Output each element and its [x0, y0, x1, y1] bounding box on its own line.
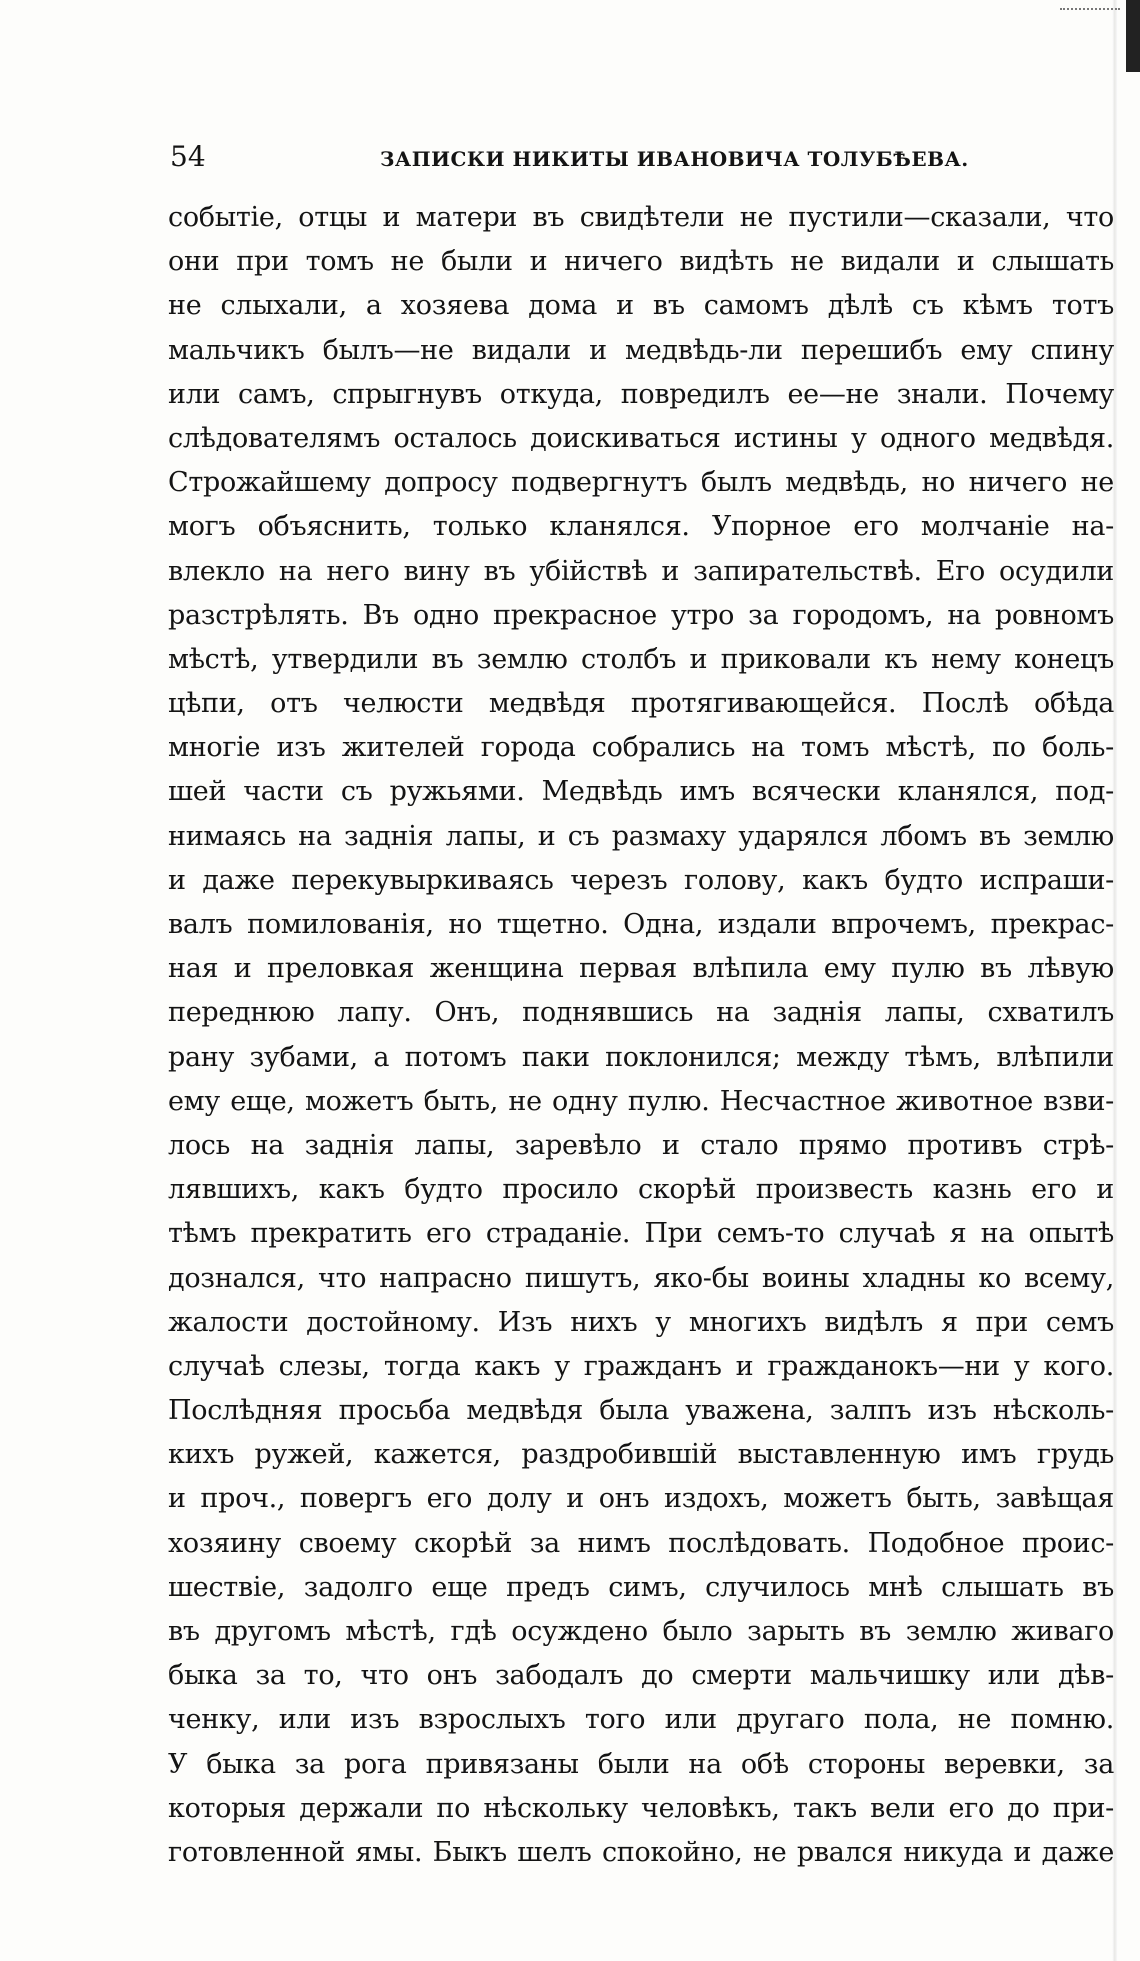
page-header [170, 140, 1100, 180]
text-line: шей части съ ружьями. Медвѣдь имъ всячески кланялся, под- [168, 776, 1114, 808]
text-line: слѣдователямъ осталось доискиваться истины у одного медвѣдя. [168, 422, 1114, 454]
text-line: не слыхали, а хозяева дома и въ самомъ дѣлѣ съ кѣмъ тотъ [168, 290, 1114, 322]
text-line: хозяину своему скорѣй за нимъ послѣдовать. Подобное проис- [168, 1527, 1114, 1559]
text-line: тѣмъ прекратить его страданіе. При семъ-то случаѣ я на опытѣ [168, 1218, 1114, 1250]
text-line: быка за то, что онъ забодалъ до смерти мальчишку или дѣв- [168, 1660, 1114, 1692]
text-line: готовленной ямы. Быкъ шелъ спокойно, не рвался никуда и даже [168, 1836, 1114, 1868]
text-line: разстрѣлять. Въ одно прекрасное утро за городомъ, на ровномъ [168, 599, 1114, 631]
text-line: мальчикъ былъ—не видали и медвѣдь-ли перешибъ ему спину [168, 334, 1114, 366]
running-title: ЗАПИСКИ НИКИТЫ ИВАНОВИЧА ТОЛУБѢЕВА. [380, 147, 969, 171]
text-line: У быка за рога привязаны были на обѣ стороны веревки, за [168, 1748, 1114, 1780]
text-line: они при томъ не были и ничего видѣть не видали и слышать [168, 246, 1114, 278]
body-text [168, 196, 1114, 1875]
text-line: которыя держали по нѣскольку человѣкъ, такъ вели его до при- [168, 1792, 1114, 1824]
text-line: кихъ ружей, кажется, раздробившій выставленную имъ грудь [168, 1439, 1114, 1471]
text-line: случаѣ слезы, тогда какъ у гражданъ и гражданокъ—ни у кого. [168, 1350, 1114, 1382]
text-line: рану зубами, а потомъ паки поклонился; между тѣмъ, влѣпили [168, 1041, 1114, 1073]
page-number: 54 [170, 140, 206, 173]
text-line: влекло на него вину въ убійствѣ и запирательствѣ. Его осудили [168, 555, 1114, 587]
text-line: и даже перекувыркиваясь черезъ голову, какъ будто испраши- [168, 864, 1114, 896]
text-line: жалости достойному. Изъ нихъ у многихъ видѣлъ я при семъ [168, 1306, 1114, 1338]
text-line: могъ объяснить, только кланялся. Упорное его молчаніе на- [168, 511, 1114, 543]
text-line: ченку, или изъ взрослыхъ того или другаго пола, не помню. [168, 1704, 1114, 1736]
text-line: ная и преловкая женщина первая влѣпила ему пулю въ лѣвую [168, 953, 1114, 985]
text-line: въ другомъ мѣстѣ, гдѣ осуждено было зарыть въ землю живаго [168, 1616, 1114, 1647]
text-line: или самъ, спрыгнувъ откуда, повредилъ ее—не знали. Почему [168, 378, 1114, 410]
text-line: событіе, отцы и матери въ свидѣтели не пустили—сказали, что [168, 202, 1114, 233]
text-line: цѣпи, отъ челюсти медвѣдя протягивающейся. Послѣ обѣда [168, 688, 1114, 720]
text-line: дознался, что напрасно пишутъ, яко-бы воины хладны ко всему, [168, 1262, 1114, 1294]
text-line: шествіе, задолго еще предъ симъ, случилось мнѣ слышать въ [168, 1571, 1114, 1603]
scan-edge-dots [1060, 8, 1120, 14]
text-line: переднюю лапу. Онъ, поднявшись на заднія лапы, схватилъ [168, 997, 1114, 1029]
text-line: нимаясь на заднія лапы, и съ размаху ударялся лбомъ въ землю [168, 820, 1114, 852]
text-line: лявшихъ, какъ будто просило скорѣй произвесть казнь его и [168, 1174, 1114, 1206]
text-line: многіе изъ жителей города собрались на томъ мѣстѣ, по боль- [168, 732, 1114, 764]
text-line: Строжайшему допросу подвергнутъ былъ медвѣдь, но ничего не [168, 467, 1114, 499]
text-line: и проч., повергъ его долу и онъ издохъ, можетъ быть, завѣщая [168, 1483, 1114, 1515]
scan-edge-mark [1126, 0, 1140, 72]
text-line: ему еще, можетъ быть, не одну пулю. Несчастное животное взви- [168, 1085, 1114, 1117]
text-line: валъ помилованія, но тщетно. Одна, издали впрочемъ, прекрас- [168, 909, 1114, 940]
text-line: лось на заднія лапы, заревѣло и стало прямо противъ стрѣ- [168, 1129, 1114, 1161]
text-line: мѣстѣ, утвердили въ землю столбъ и приковали къ нему конецъ [168, 643, 1114, 675]
text-line: Послѣдняя просьба медвѣдя была уважена, залпъ изъ нѣсколь- [168, 1395, 1114, 1427]
